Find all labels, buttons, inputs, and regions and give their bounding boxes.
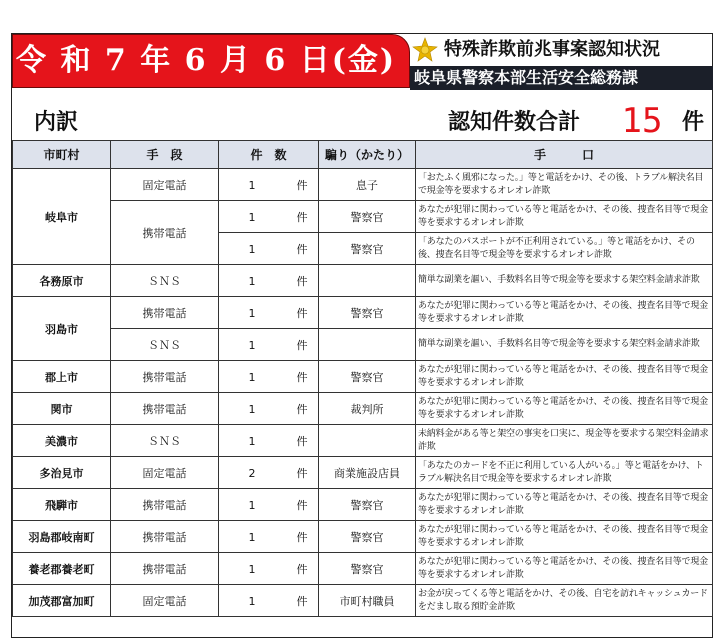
table-row	[13, 457, 713, 489]
pose-cell: 警察官	[319, 201, 416, 233]
method-cell: 「おたふく風邪になった。」等と電話をかけ、その後、トラブル解決名目で現金等を要求するオレオレ詐欺	[416, 169, 713, 201]
pose-cell: 警察官	[319, 297, 416, 329]
count-cell	[219, 521, 319, 553]
means-cell: 携帯電話	[111, 393, 219, 425]
total-count-label: 認知件数合計	[448, 110, 581, 135]
count-value: 2	[248, 466, 256, 480]
count-cell	[219, 457, 319, 489]
means-cell: ＳＮＳ	[111, 329, 219, 361]
header-method: 手 口	[416, 141, 713, 169]
pose-cell: 市町村職員	[319, 585, 416, 617]
means-cell: 固定電話	[111, 457, 219, 489]
count-unit: 件	[296, 466, 308, 480]
count-unit: 件	[296, 434, 308, 448]
method-cell: あなたが犯罪に関わっている等と電話をかけ、その後、捜査名目等で現金等を要求するオレオレ詐欺	[416, 201, 713, 233]
table-row	[13, 297, 713, 329]
count-cell	[219, 329, 319, 361]
table-row	[13, 265, 713, 297]
pose-cell: 商業施設店員	[319, 457, 416, 489]
city-cell: 加茂郡富加町	[13, 585, 111, 617]
count-value: 1	[248, 242, 256, 256]
method-cell: あなたが犯罪に関わっている等と電話をかけ、その後、捜査名目等で現金等を要求するオレオレ詐欺	[416, 553, 713, 585]
city-cell: 各務原市	[13, 265, 111, 297]
table-row	[13, 425, 713, 457]
count-cell	[219, 489, 319, 521]
header-count: 件 数	[219, 141, 319, 169]
count-unit: 件	[296, 274, 308, 288]
count-cell	[219, 585, 319, 617]
count-unit: 件	[296, 594, 308, 608]
count-cell	[219, 553, 319, 585]
city-cell: 郡上市	[13, 361, 111, 393]
count-value: 1	[248, 402, 256, 416]
means-cell: 携帯電話	[111, 521, 219, 553]
table-row	[13, 169, 713, 201]
count-unit: 件	[296, 402, 308, 416]
breakdown-heading: 内訳	[34, 110, 79, 135]
count-unit: 件	[296, 338, 308, 352]
count-unit: 件	[296, 498, 308, 512]
method-cell: 簡単な副業を謳い、手数料名目等で現金等を要求する架空料金請求詐欺	[416, 329, 713, 361]
count-cell	[219, 361, 319, 393]
count-value: 1	[248, 498, 256, 512]
method-cell: お金が戻ってくる等と電話をかけ、その後、自宅を訪れキャッシュカードをだまし取る預貯金詐欺	[416, 585, 713, 617]
pose-cell: 警察官	[319, 233, 416, 265]
city-cell: 飛騨市	[13, 489, 111, 521]
table-row	[13, 585, 713, 617]
pose-cell: 警察官	[319, 489, 416, 521]
method-cell: 簡単な副業を謳い、手数料名目等で現金等を要求する架空料金請求詐欺	[416, 265, 713, 297]
report-date: 令 和 7 年 6 月 6 日(金)	[16, 43, 397, 78]
count-unit: 件	[296, 178, 308, 192]
count-value: 1	[248, 530, 256, 544]
means-cell: 固定電話	[111, 169, 219, 201]
pose-cell	[319, 425, 416, 457]
total-count-unit: 件	[682, 110, 705, 135]
count-cell	[219, 297, 319, 329]
count-unit: 件	[296, 306, 308, 320]
gold-police-emblem-icon	[412, 37, 438, 63]
count-unit: 件	[296, 370, 308, 384]
report-title: 特殊詐欺前兆事案認知状況	[444, 39, 660, 60]
table-row	[13, 329, 713, 361]
city-cell: 岐阜市	[13, 169, 111, 265]
means-cell: 携帯電話	[111, 361, 219, 393]
count-cell	[219, 265, 319, 297]
method-cell: あなたが犯罪に関わっている等と電話をかけ、その後、捜査名目等で現金等を要求するオレオレ詐欺	[416, 393, 713, 425]
pose-cell: 裁判所	[319, 393, 416, 425]
table-row	[13, 201, 713, 233]
city-cell: 養老郡養老町	[13, 553, 111, 585]
pose-cell: 警察官	[319, 553, 416, 585]
count-value: 1	[248, 562, 256, 576]
count-unit: 件	[296, 530, 308, 544]
city-cell: 関市	[13, 393, 111, 425]
pose-cell: 警察官	[319, 361, 416, 393]
count-value: 1	[248, 594, 256, 608]
means-cell: 携帯電話	[111, 201, 219, 265]
method-cell: あなたが犯罪に関わっている等と電話をかけ、その後、捜査名目等で現金等を要求するオレオレ詐欺	[416, 521, 713, 553]
pose-cell: 警察官	[319, 521, 416, 553]
pose-cell: 息子	[319, 169, 416, 201]
method-cell: あなたが犯罪に関わっている等と電話をかけ、その後、捜査名目等で現金等を要求するオレオレ詐欺	[416, 297, 713, 329]
count-value: 1	[248, 274, 256, 288]
method-cell: あなたが犯罪に関わっている等と電話をかけ、その後、捜査名目等で現金等を要求するオレオレ詐欺	[416, 361, 713, 393]
count-cell	[219, 393, 319, 425]
case-table	[12, 140, 713, 617]
count-value: 1	[248, 338, 256, 352]
means-cell: 携帯電話	[111, 489, 219, 521]
header-city: 市町村	[13, 141, 111, 169]
means-cell: ＳＮＳ	[111, 425, 219, 457]
header-means: 手 段	[111, 141, 219, 169]
pose-cell	[319, 329, 416, 361]
method-cell: 「あなたのパスポートが不正利用されている。」等と電話をかけ、その後、捜査名目等で現金等を要求するオレオレ詐欺	[416, 233, 713, 265]
count-cell	[219, 169, 319, 201]
means-cell: 固定電話	[111, 585, 219, 617]
department-name: 岐阜県警察本部生活安全総務課	[414, 68, 639, 87]
count-unit: 件	[296, 210, 308, 224]
table-row	[13, 489, 713, 521]
count-cell	[219, 233, 319, 265]
table-row	[13, 521, 713, 553]
count-unit: 件	[296, 242, 308, 256]
city-cell: 羽島郡岐南町	[13, 521, 111, 553]
count-value: 1	[248, 370, 256, 384]
count-unit: 件	[296, 562, 308, 576]
method-cell: 「あなたのカードを不正に利用している人がいる。」等と電話をかけ、トラブル解決名目で現金等を要求するオレオレ詐欺	[416, 457, 713, 489]
count-value: 1	[248, 210, 256, 224]
count-cell	[219, 425, 319, 457]
header-pose: 騙り（かたり）	[319, 141, 416, 169]
city-cell: 多治見市	[13, 457, 111, 489]
table-row	[13, 361, 713, 393]
total-count-value: 15	[621, 101, 663, 141]
means-cell: 携帯電話	[111, 553, 219, 585]
count-value: 1	[248, 178, 256, 192]
city-cell: 羽島市	[13, 297, 111, 361]
pose-cell	[319, 265, 416, 297]
count-value: 1	[248, 434, 256, 448]
count-cell	[219, 201, 319, 233]
means-cell: 携帯電話	[111, 297, 219, 329]
method-cell: あなたが犯罪に関わっている等と電話をかけ、その後、捜査名目等で現金等を要求するオレオレ詐欺	[416, 489, 713, 521]
table-row	[13, 393, 713, 425]
method-cell: 未納料金がある等と架空の事実を口実に、現金等を要求する架空料金請求詐欺	[416, 425, 713, 457]
table-row	[13, 553, 713, 585]
means-cell: ＳＮＳ	[111, 265, 219, 297]
count-value: 1	[248, 306, 256, 320]
table-header-row	[13, 141, 713, 169]
city-cell: 美濃市	[13, 425, 111, 457]
